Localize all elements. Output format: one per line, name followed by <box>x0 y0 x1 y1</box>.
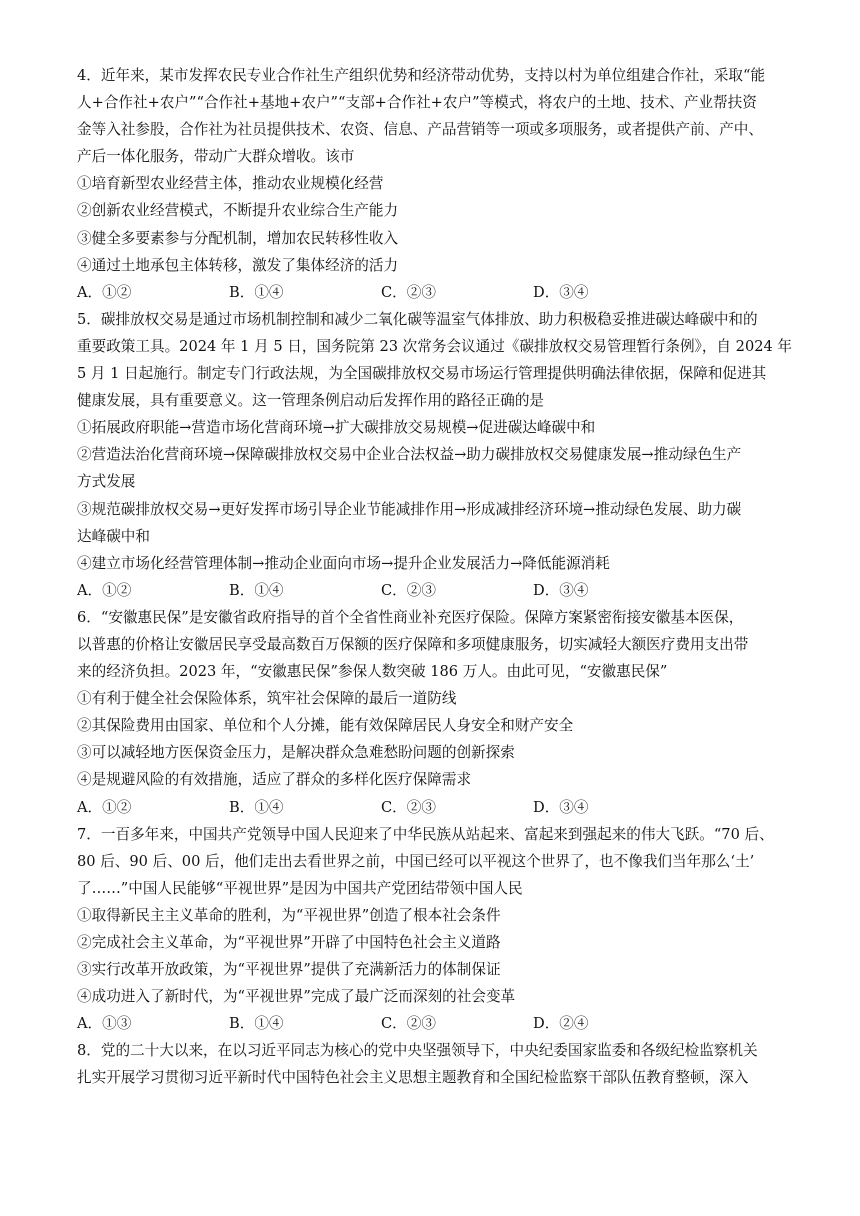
question-stem-line: 7．一百多年来，中国共产党领导中国人民迎来了中华民族从站起来、富起来到强起来的伟大飞跃。“70 后、 <box>77 825 774 843</box>
statement-line: ②营造法治化营商环境→保障碳排放权交易中企业合法权益→助力碳排放权交易健康发展→推动绿色生产 <box>77 446 742 464</box>
answer-option[interactable]: C．②③ <box>381 798 436 816</box>
statement-line: ①有利于健全社会保险体系，筑牢社会保障的最后一道防线 <box>77 690 457 708</box>
statement-line: ①拓展政府职能→营造市场化营商环境→扩大碳排放交易规模→促进碳达峰碳中和 <box>77 419 596 437</box>
question-stem-line: 扎实开展学习贯彻习近平新时代中国特色社会主义思想主题教育和全国纪检监察干部队伍教育整顿，深入 <box>77 1069 749 1087</box>
question-8 <box>77 1037 789 1091</box>
answer-option[interactable]: C．②③ <box>381 581 436 599</box>
statement-line: ④通过土地承包主体转移，激发了集体经济的活力 <box>77 256 399 274</box>
question-stem-line: 以普惠的价格让安徽居民享受最高数百万保额的医疗保障和多项健康服务，切实减轻大额医疗费用支出带 <box>77 635 749 653</box>
statement-line: ①取得新民主主义革命的胜利，为“平视世界”创造了根本社会条件 <box>77 906 501 924</box>
answer-option[interactable]: D．②④ <box>533 1015 589 1033</box>
answer-option[interactable]: B．①④ <box>229 283 284 301</box>
statement-line: ②其保险费用由国家、单位和个人分摊，能有效保障居民人身安全和财产安全 <box>77 717 574 735</box>
question-5 <box>77 306 793 604</box>
question-stem-line: 80 后、90 后、00 后，他们走出去看世界之前，中国已经可以平视这个世界了，也不像我们当年那么‘土’ <box>77 852 755 870</box>
question-stem-line: 重要政策工具。2024 年 1 月 5 日，国务院第 23 次常务会议通过《碳排放权交易管理暂行条例》，自 2024 年 <box>77 337 793 355</box>
statement-line: ④建立市场化经营管理体制→推动企业面向市场→提升企业发展活力→降低能源消耗 <box>77 554 610 572</box>
question-4 <box>77 62 789 306</box>
answer-option[interactable]: D．③④ <box>533 798 589 816</box>
statement-line: 达峰碳中和 <box>77 527 150 545</box>
question-stem-line: 5 月 1 日起施行。制定专门行政法规，为全国碳排放权交易市场运行管理提供明确法律依据，保障和促进其 <box>77 365 767 383</box>
question-6 <box>77 604 789 821</box>
question-stem-line: 产后一体化服务，带动广大群众增收。该市 <box>77 148 355 166</box>
question-stem-line: 人+合作社+农户”“合作社+基地+农户”“支部+合作社+农户”等模式，将农户的土地、技术、产业帮扶资 <box>77 94 757 112</box>
answer-options <box>77 1010 789 1037</box>
answer-option[interactable]: A．①② <box>77 283 132 301</box>
question-stem-line: 6．“安徽惠民保”是安徽省政府指导的首个全省性商业补充医疗保险。保障方案紧密衔接安徽基本医保， <box>77 608 744 626</box>
statement-line: ③实行改革开放政策，为“平视世界”提供了充满新活力的体制保证 <box>77 961 501 979</box>
answer-option[interactable]: B．①④ <box>229 798 284 816</box>
answer-options <box>77 794 789 821</box>
statement-line: 方式发展 <box>77 473 136 491</box>
question-stem-line: 金等入社参股，合作社为社员提供技术、农资、信息、产品营销等一项或多项服务，或者提供产前、产中、 <box>77 121 763 139</box>
question-stem-line: 8．党的二十大以来，在以习近平同志为核心的党中央坚强领导下，中央纪委国家监委和各级纪检监察机关 <box>77 1042 758 1060</box>
question-stem-line: 了……”中国人民能够“平视世界”是因为中国共产党团结带领中国人民 <box>77 879 523 897</box>
question-stem-line: 5．碳排放权交易是通过市场机制控制和减少二氧化碳等温室气体排放、助力积极稳妥推进碳达峰碳中和的 <box>77 310 758 328</box>
answer-option[interactable]: A．①③ <box>77 1015 132 1033</box>
statement-line: ③可以减轻地方医保资金压力，是解决群众急难愁盼问题的创新探索 <box>77 744 515 762</box>
statement-line: ②完成社会主义革命，为“平视世界”开辟了中国特色社会主义道路 <box>77 934 501 951</box>
answer-option[interactable]: D．③④ <box>533 283 589 301</box>
answer-option[interactable]: D．③④ <box>533 581 589 599</box>
statement-line: ②创新农业经营模式，不断提升农业综合生产能力 <box>77 202 399 220</box>
question-stem-line: 健康发展，具有重要意义。这一管理条例启动后发挥作用的路径正确的是 <box>77 392 545 410</box>
statement-line: ④成功进入了新时代，为“平视世界”完成了最广泛而深刻的社会变革 <box>77 988 516 1006</box>
answer-option[interactable]: A．①② <box>77 798 132 816</box>
answer-option[interactable]: B．①④ <box>229 581 284 599</box>
question-stem-line: 来的经济负担。2023 年，“安徽惠民保”参保人数突破 186 万人。由此可见，“安徽惠民保” <box>77 663 668 681</box>
statement-line: ③健全多要素参与分配机制，增加农民转移性收入 <box>77 229 399 247</box>
answer-options <box>77 577 789 604</box>
answer-option[interactable]: A．①② <box>77 581 132 599</box>
exam-page <box>77 62 793 1092</box>
statement-line: ①培育新型农业经营主体，推动农业规模化经营 <box>77 175 384 193</box>
answer-option[interactable]: C．②③ <box>381 1015 436 1033</box>
answer-option[interactable]: B．①④ <box>229 1015 284 1033</box>
question-7 <box>77 821 789 1038</box>
question-stem-line: 4．近年来，某市发挥农民专业合作社生产组织优势和经济带动优势，支持以村为单位组建合作社，采取“能 <box>77 67 766 84</box>
answer-options <box>77 279 789 306</box>
statement-line: ④是规避风险的有效措施，适应了群众的多样化医疗保障需求 <box>77 771 472 789</box>
statement-line: ③规范碳排放权交易→更好发挥市场引导企业节能减排作用→形成减排经济环境→推动绿色发展、助力碳 <box>77 500 742 518</box>
answer-option[interactable]: C．②③ <box>381 283 436 301</box>
